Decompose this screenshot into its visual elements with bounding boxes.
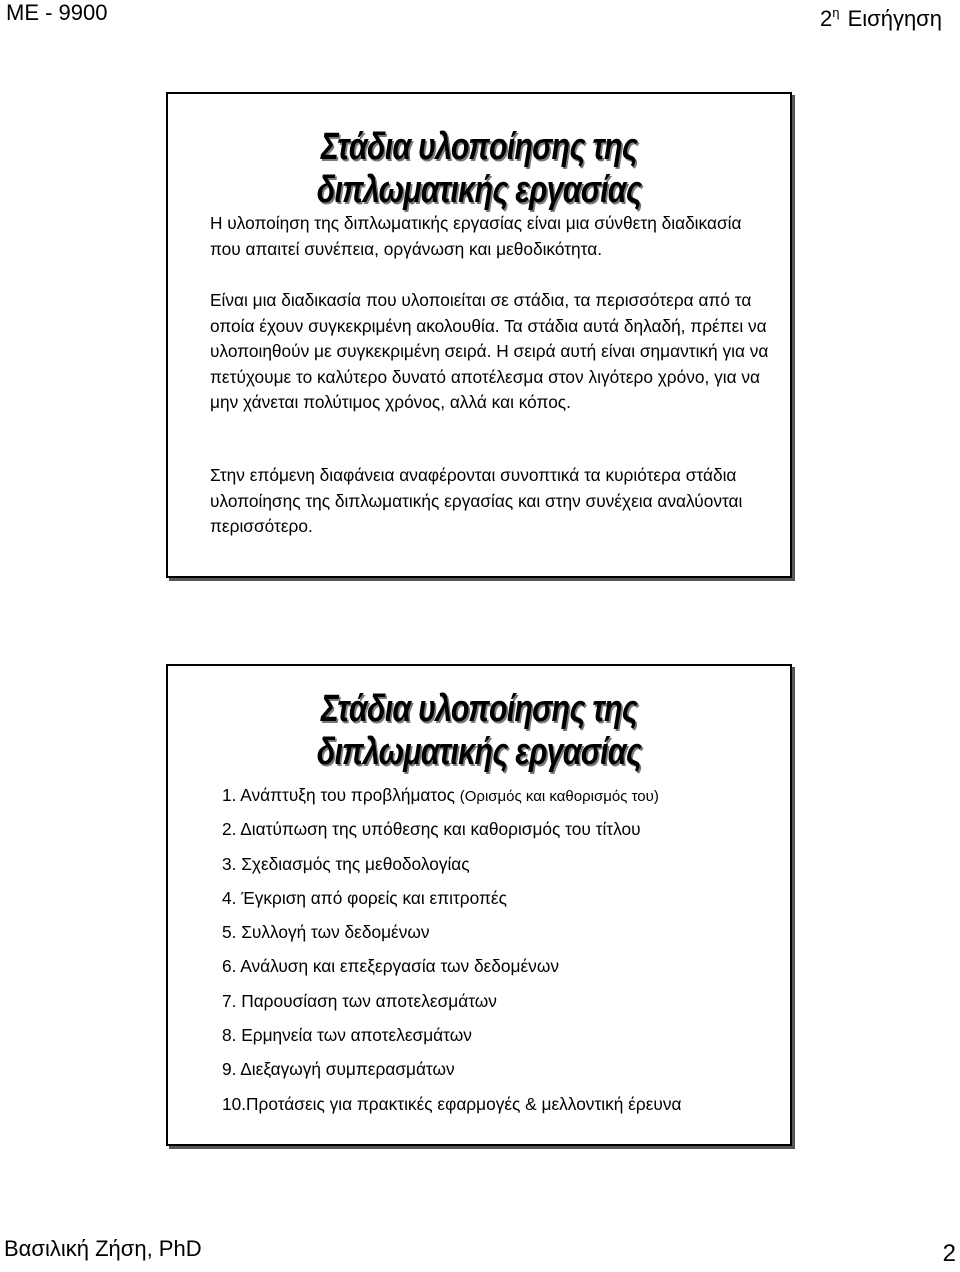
lecture-number: 2	[819, 6, 833, 31]
slide-title: Στάδια υλοποίησης της διπλωματικής εργασίας	[316, 688, 642, 773]
stage-text: 8. Ερμηνεία των αποτελεσμάτων	[222, 1025, 472, 1046]
stage-text: 4. Έγκριση από φορείς και επιτροπές	[222, 887, 507, 908]
stage-text: 3. Σχεδιασμός της μεθοδολογίας	[222, 853, 470, 874]
list-item	[222, 1093, 681, 1127]
page-number: 2	[942, 1240, 956, 1267]
list-item	[222, 1024, 681, 1058]
list-item	[222, 1058, 681, 1092]
slide-title: Στάδια υλοποίησης της διπλωματικής εργασίας	[316, 126, 642, 211]
list-item	[222, 955, 681, 989]
stage-text: 1. Ανάπτυξη του προβλήματος	[222, 785, 455, 805]
list-item	[222, 818, 681, 852]
stage-text: 2. Διατύπωση της υπόθεσης και καθορισμός του τίτλου	[222, 819, 641, 840]
stage-text: 5. Συλλογή των δεδομένων	[222, 922, 430, 943]
stage-note: (Ορισμός και καθορισμός του)	[459, 788, 659, 805]
lecture-ordinal: η	[832, 5, 840, 20]
stage-text: 6. Ανάλυση και επεξεργασία των δεδομένων	[222, 956, 559, 977]
author-name: Βασιλική Ζήση, PhD	[4, 1236, 202, 1261]
lecture-word: Εισήγηση	[847, 6, 942, 31]
list-item	[222, 887, 681, 921]
list-item	[222, 853, 681, 887]
list-item	[222, 990, 681, 1024]
paragraph-stages: Είναι μια διαδικασία που υλοποιείται σε στάδια, τα περισσότερα από τα οποία έχουν συγκεκριμένη ακολουθία. Τα στάδια αυτά δηλαδή, πρέπει να υλοποιηθούν με συγκεκριμένη σειρά. Η σειρά αυτή είναι σημαντική για να πετύχουμε το καλύτερο δυνατό αποτέλεσμα στον λιγότερο χρόνο, για να μην χάνεται πολύτιμος χρόνος, αλλά και κόπος.	[210, 290, 769, 412]
list-item	[222, 784, 681, 818]
list-item	[222, 921, 681, 955]
paragraph-intro: Η υλοποίηση της διπλωματικής εργασίας είναι μια σύνθετη διαδικασία που απαιτεί συνέπεια, οργάνωση και μεθοδικότητα.	[210, 213, 742, 259]
course-code: ΜΕ - 9900	[6, 0, 108, 25]
paragraph-next: Στην επόμενη διαφάνεια αναφέρονται συνοπτικά τα κυριότερα στάδια υλοποίησης της διπλωματικής εργασίας και στην συνέχεια αναλύονται περισσότερο.	[210, 465, 743, 536]
stage-text: 7. Παρουσίαση των αποτελεσμάτων	[222, 990, 497, 1011]
slide-stages-list	[166, 664, 792, 1146]
stage-text: 9. Διεξαγωγή συμπερασμάτων	[222, 1059, 455, 1080]
stage-text: 10.Προτάσεις για πρακτικές εφαρμογές & μελλοντική έρευνα	[222, 1093, 682, 1114]
lecture-label	[820, 0, 942, 32]
slide-intro	[166, 92, 792, 578]
stages-list	[222, 784, 681, 1127]
